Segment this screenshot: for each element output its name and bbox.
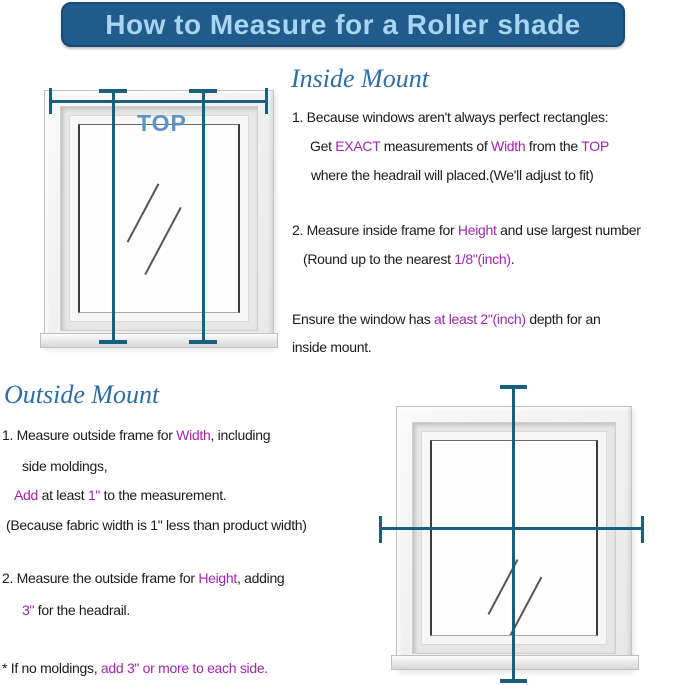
text-segment-highlight: EXACT	[335, 138, 381, 154]
width-measure-line	[50, 100, 268, 103]
top-label: TOP	[137, 110, 187, 136]
outside-step1-line4: (Because fabric width is 1" less than product width)	[6, 517, 307, 533]
text-segment: * If no moldings,	[2, 660, 101, 676]
outside-width-cap-left	[379, 516, 382, 543]
inside-mount-heading: Inside Mount	[291, 64, 429, 93]
text-segment: and use largest number	[496, 222, 641, 238]
text-segment: , including	[210, 427, 271, 443]
text-segment-highlight: 3"	[22, 602, 35, 618]
width-measure-tick-right	[265, 88, 268, 114]
outside-height-cap-bottom	[500, 679, 527, 683]
outside-step1-line1	[2, 427, 270, 443]
page-title: How to Measure for a Roller shade	[105, 8, 581, 40]
text-segment: to the measurement.	[100, 487, 227, 503]
window-jamb	[60, 106, 258, 331]
glass-reflection	[127, 183, 160, 242]
outside-step1-line3	[14, 487, 226, 503]
text-segment: for the headrail.	[34, 602, 130, 618]
text-segment-highlight: Add	[14, 487, 39, 503]
outside-width-cap-right	[641, 516, 644, 543]
height-measure-cap-bottom-left	[99, 340, 127, 344]
text-segment-highlight: Width	[491, 138, 526, 154]
text-segment: Get	[310, 138, 336, 154]
text-segment: from the	[525, 138, 582, 154]
inside-step1-line2	[310, 138, 609, 154]
text-segment-highlight: 1/8"(inch)	[454, 251, 511, 267]
text-segment-highlight: add 3" or more to each side.	[100, 660, 268, 676]
text-segment: measurements of	[380, 138, 492, 154]
text-segment: , adding	[237, 570, 285, 586]
text-segment: .	[510, 251, 515, 267]
outside-height-measure-line	[512, 387, 515, 682]
outside-step1-line2: side moldings,	[22, 458, 108, 474]
outside-width-measure-line	[380, 527, 643, 530]
width-measure-tick-left	[49, 88, 52, 114]
window-sill	[40, 333, 278, 348]
outside-step2-line2	[22, 602, 130, 618]
height-measure-cap-top-left	[99, 89, 127, 93]
glass-reflection	[144, 207, 181, 275]
text-segment: depth for an	[525, 311, 601, 327]
text-segment: (Round up to the nearest	[303, 251, 455, 267]
text-segment-highlight: Height	[457, 222, 497, 238]
outside-height-cap-top	[500, 385, 527, 389]
window-sill	[391, 655, 639, 670]
outside-mount-heading: Outside Mount	[4, 380, 160, 409]
inside-note-line2: inside mount.	[292, 339, 372, 355]
inside-step2-line1	[292, 222, 641, 238]
height-measure-line-left	[112, 92, 115, 342]
text-segment: 1. Measure outside frame for	[2, 427, 177, 443]
inside-note-line1	[292, 311, 600, 327]
height-measure-cap-bottom-right	[189, 340, 217, 344]
text-segment: 2. Measure the outside frame for	[2, 570, 199, 586]
text-segment-highlight: Height	[198, 570, 237, 586]
text-segment: 2. Measure inside frame for	[292, 222, 458, 238]
text-segment-highlight: 1"	[87, 487, 101, 503]
text-segment-highlight: TOP	[581, 138, 609, 154]
text-segment-highlight: at least 2"(inch)	[434, 311, 526, 327]
inside-step1-line1: 1. Because windows aren't always perfect rectangles:	[292, 109, 609, 125]
text-segment: Ensure the window has	[292, 311, 435, 327]
window-glass	[78, 124, 240, 313]
text-segment-highlight: Width	[176, 427, 211, 443]
inside-step2-line2	[303, 251, 514, 267]
inside-step1-line3: where the headrail will placed.(We'll adjust to fit)	[311, 167, 594, 183]
outside-footnote	[2, 660, 268, 676]
page-header	[61, 2, 625, 47]
window-sash	[69, 115, 249, 322]
text-segment: at least	[38, 487, 88, 503]
height-measure-line-right	[202, 92, 205, 342]
outside-step2-line1	[2, 570, 284, 586]
height-measure-cap-top-right	[189, 89, 217, 93]
